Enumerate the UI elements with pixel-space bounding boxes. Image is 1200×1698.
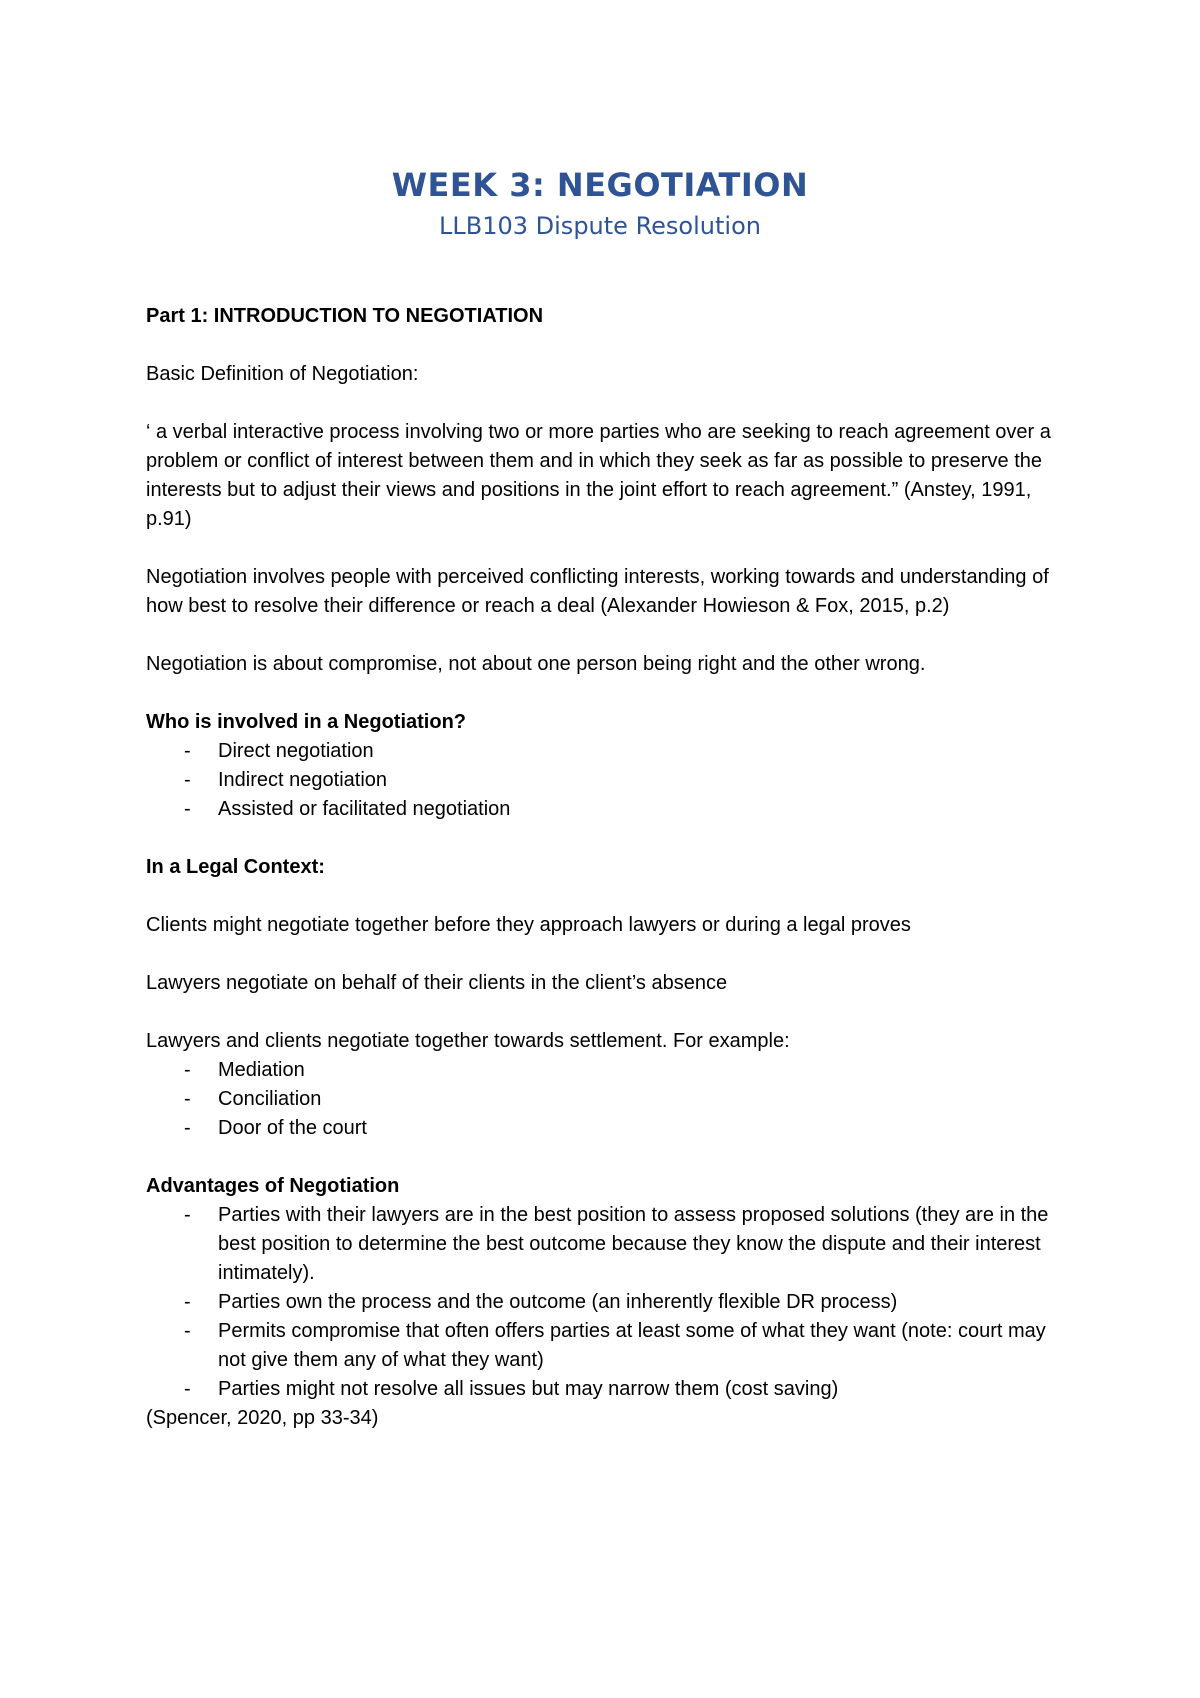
list-item: - Mediation (146, 1056, 1066, 1085)
legal-paragraph-2: Lawyers negotiate on behalf of their clients in the client’s absence (146, 972, 728, 994)
who-heading: Who is involved in a Negotiation? (146, 711, 467, 733)
paragraph-compromise: Negotiation is about compromise, not about one person being right and the other wrong. (146, 653, 926, 675)
part1-heading: Part 1: INTRODUCTION TO NEGOTIATION (146, 305, 544, 327)
advantages-list (146, 1201, 1066, 1404)
list-item: - Permits compromise that often offers parties at least some of what they want (note: court may not give them any of what they want) (146, 1317, 1066, 1375)
legal-paragraph-3: Lawyers and clients negotiate together towards settlement. For example: (146, 1030, 790, 1052)
definition-quote: ‘ a verbal interactive process involving two or more parties who are seeking to reach agreement over a problem or conflict of interest between them and in which they seek as far as possible to preserve the interests but to adjust their views and positions in the joint effort to reach agreement.” (Anstey, 1991, p.91) (146, 421, 1051, 530)
list-item: - Parties own the process and the outcome (an inherently flexible DR process) (146, 1288, 1066, 1317)
definition-label: Basic Definition of Negotiation: (146, 363, 419, 385)
page-title: WEEK 3: NEGOTIATION (391, 166, 809, 204)
list-item: - Conciliation (146, 1085, 1066, 1114)
page-subtitle: LLB103 Dispute Resolution (439, 212, 761, 240)
legal-paragraph-1: Clients might negotiate together before they approach lawyers or during a legal proves (146, 914, 911, 936)
list-item: - Door of the court (146, 1114, 1066, 1143)
paragraph-involves: Negotiation involves people with perceived conflicting interests, working towards and understanding of how best to resolve their difference or reach a deal (Alexander Howieson & Fox, 2015, p.2) (146, 566, 1049, 617)
who-list (146, 737, 1066, 824)
legal-heading: In a Legal Context: (146, 856, 325, 878)
legal-list (146, 1056, 1066, 1143)
list-item: - Indirect negotiation (146, 766, 1066, 795)
list-item: - Assisted or facilitated negotiation (146, 795, 1066, 824)
document-body (146, 302, 1066, 1433)
list-item: - Parties might not resolve all issues but may narrow them (cost saving) (146, 1375, 1066, 1404)
advantages-reference: (Spencer, 2020, pp 33-34) (146, 1407, 379, 1429)
advantages-heading: Advantages of Negotiation (146, 1175, 400, 1197)
list-item: - Parties with their lawyers are in the best position to assess proposed solutions (they are in the best position to determine the best outcome because they know the dispute and their interest intimately). (146, 1201, 1066, 1288)
list-item: - Direct negotiation (146, 737, 1066, 766)
